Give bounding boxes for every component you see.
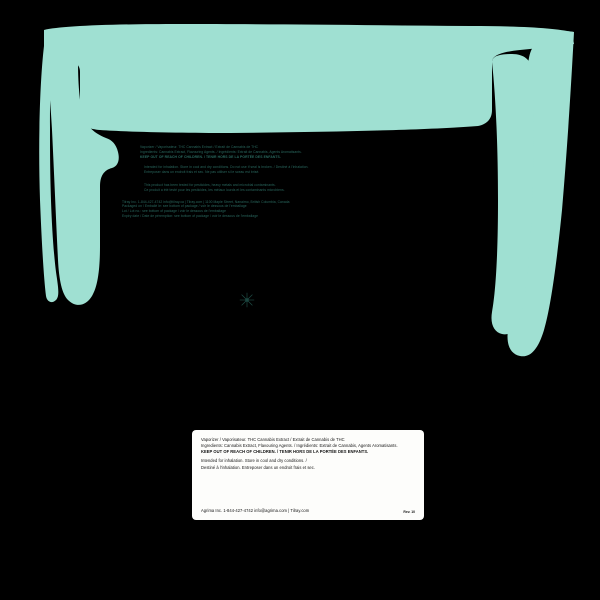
mint-blob-left-tail: [39, 46, 58, 302]
upper-line: Tilray Inc. 1-844-427-4742 info@tilray.ca | Tilray.com | 1100 Maple Street, Nanaimo, British Columbia, Canada: [122, 199, 290, 204]
upper-block-4: [122, 200, 458, 219]
mint-blob-top: [44, 24, 574, 133]
upper-block-2: [144, 165, 458, 175]
label-line-usage-fr: Destiné à l'inhalation. Entreposer dans un endroit frais et sec.: [201, 464, 315, 470]
upper-line: Intended for inhalation. Store in cool and dry conditions. Do not use if seal is broken. / Destiné à l'inhalation.: [144, 165, 309, 170]
label-line-warning: KEEP OUT OF REACH OF CHILDREN. / TENIR HORS DE LA PORTÉE DES ENFANTS.: [201, 449, 369, 455]
upper-line: Vaporizer / Vaporisateur. THC Cannabis Extract / Extrait de Cannabis de THC: [140, 145, 259, 149]
upper-line: Expiry date / Date de péremption: see bottom of package / voir le dessous de l'emballage: [122, 213, 259, 218]
upper-line: This product has been tested for pesticides, heavy metals and microbial contaminants.: [144, 183, 276, 187]
upper-block-1: [140, 145, 458, 159]
mint-blob-right-strap: [508, 31, 575, 356]
mint-blob-left-strap: [44, 44, 119, 305]
upper-line: Ce produit a été testé pour les pesticides, les métaux lourds et les contaminants microbiens.: [144, 187, 285, 192]
mint-blob-right-wedge: [491, 54, 533, 334]
upper-line: Packaged on / Emballé le: see bottom of package / voir le dessous de l'emballage: [122, 204, 247, 209]
label-line-ingredients: Ingredients: Cannabis Extract, Flavouring Agents. / Ingrédients: Extrait de Cannabis, Agents Aromatisants.: [201, 443, 398, 449]
label-line-usage-en: Intended for inhalation. Store in cool and dry conditions. /: [201, 458, 307, 464]
product-label: [192, 430, 424, 520]
upper-block-3: [144, 183, 458, 193]
upper-line: KEEP OUT OF REACH OF CHILDREN. / TENIR HORS DE LA PORTÉE DES ENFANTS.: [140, 154, 281, 159]
label-contact: Agrima Inc. 1-844-427-4742 info@agrima.com | Tilray.com: [201, 507, 310, 513]
upper-line: Ingredients: Cannabis Extract, Flavouring Agents. / Ingrédients: Extrait de Cannabis, Agents Aromatisants.: [140, 149, 302, 154]
label-revision: Rev. 10: [403, 510, 415, 514]
upper-label-text: [118, 145, 458, 224]
upper-line: Entreposer dans un endroit frais et sec. Ne pas utiliser si le sceau est brisé.: [144, 170, 260, 175]
upper-line: Lot / Lot no.: see bottom of package / voir le dessous de l'emballage: [122, 209, 226, 214]
label-footer: [201, 508, 415, 514]
label-line-product: Vaporizer / Vaporisateur. THC Cannabis Extract / Extrait de Cannabis de THC: [201, 437, 345, 442]
snowflake-icon: [238, 291, 256, 309]
